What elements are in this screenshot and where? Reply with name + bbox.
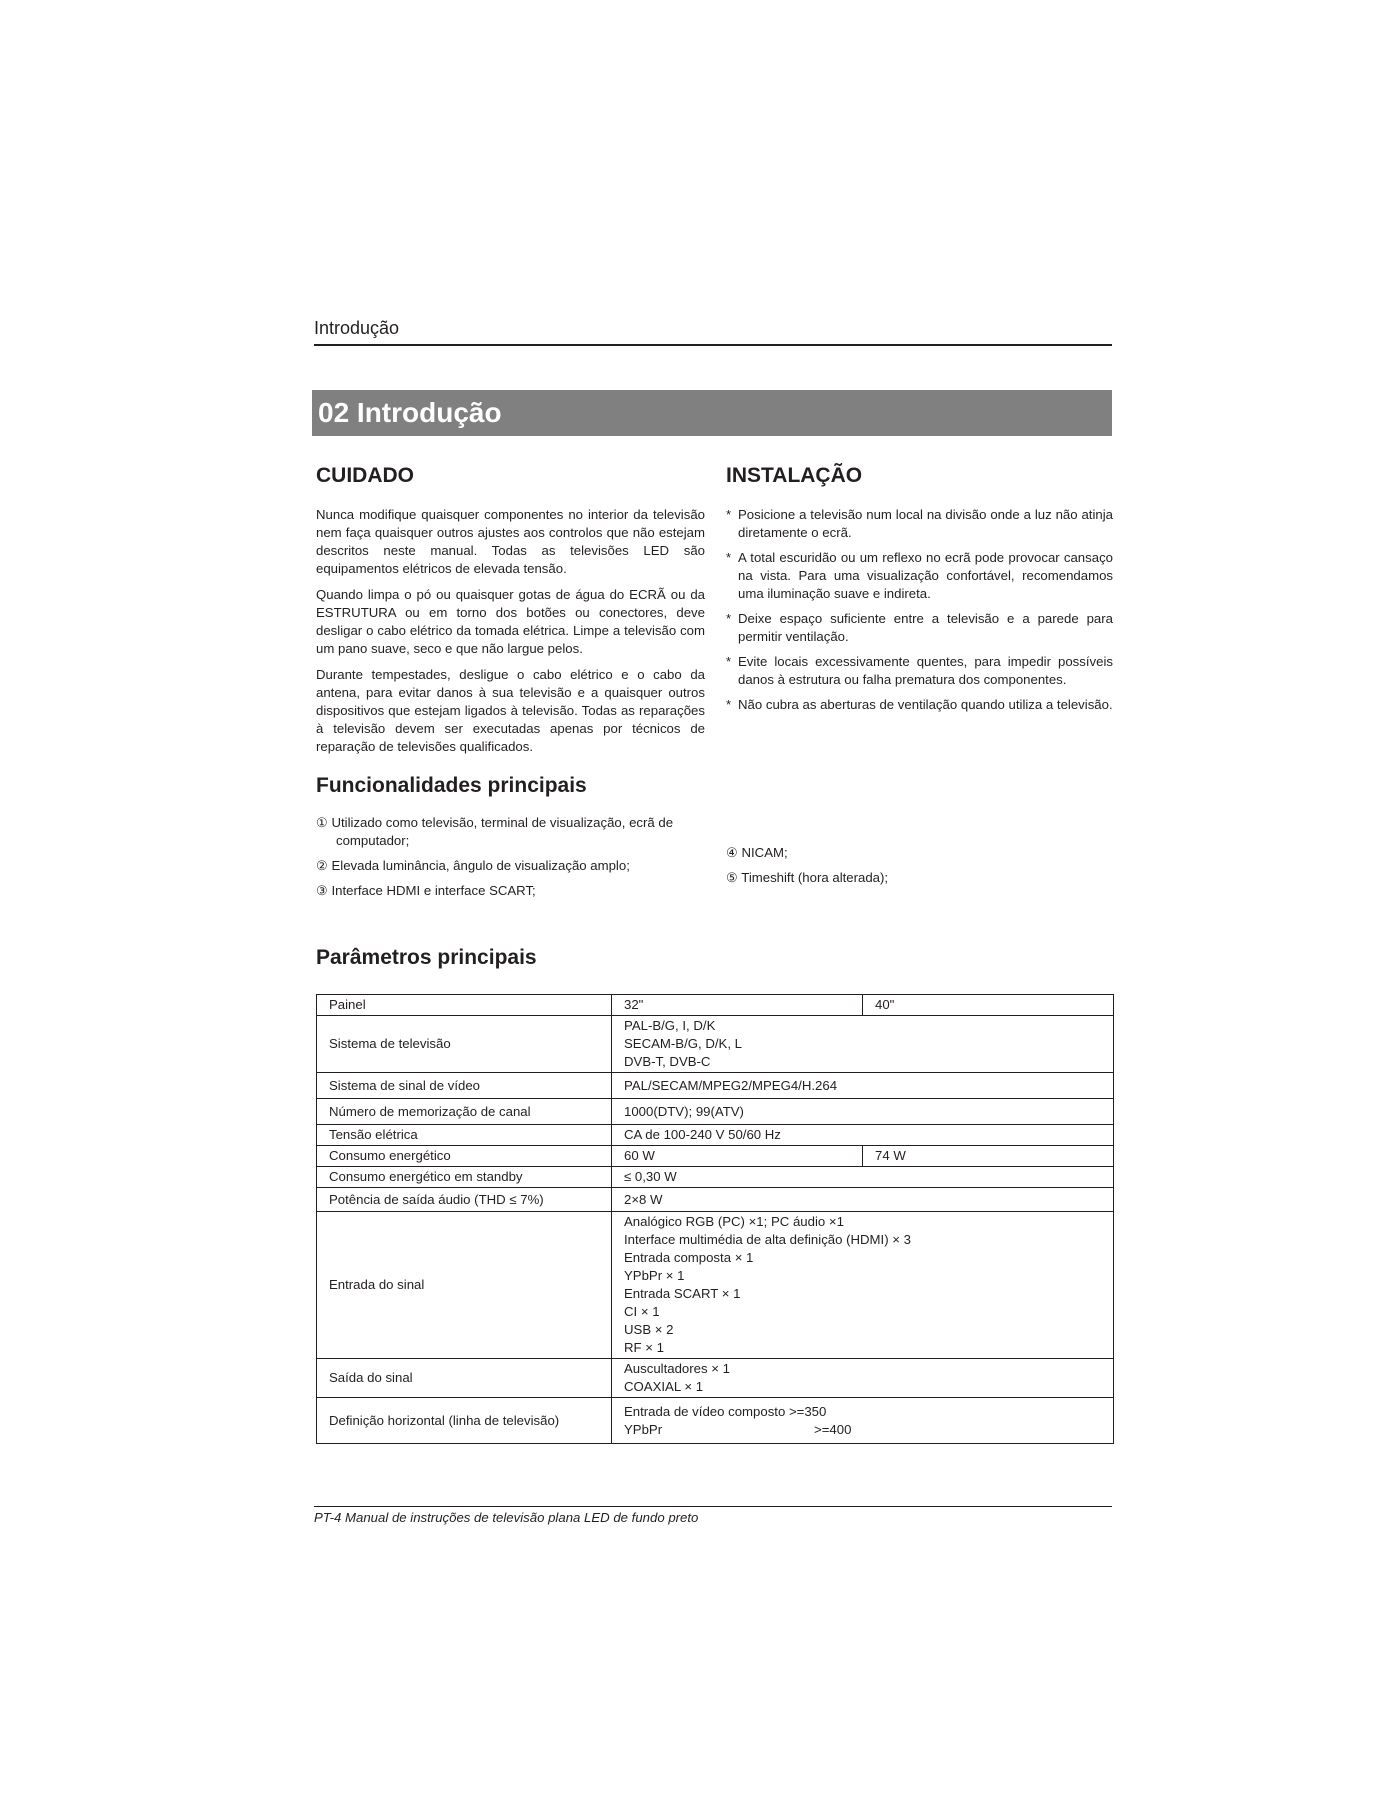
table-cell-label: Consumo energético em standby bbox=[317, 1167, 612, 1188]
list-item: * A total escuridão ou um reflexo no ecrã pode provocar cansaço na vista. Para uma visualização confortável, recomendamos uma iluminação suave e indireta. bbox=[726, 550, 1113, 601]
table-row bbox=[317, 1099, 1114, 1125]
funcionalidades-heading: Funcionalidades principais bbox=[316, 774, 587, 797]
header-rule bbox=[314, 344, 1112, 346]
table-cell-label: Sistema de televisão bbox=[317, 1016, 612, 1073]
definition-line bbox=[624, 1421, 1101, 1439]
footer-rule bbox=[314, 1506, 1112, 1507]
table-cell-label: Sistema de sinal de vídeo bbox=[317, 1073, 612, 1099]
bullet-mark: * bbox=[726, 611, 732, 626]
table-cell-label: Número de memorização de canal bbox=[317, 1099, 612, 1125]
table-row bbox=[317, 995, 1114, 1016]
table-cell-label: Painel bbox=[317, 995, 612, 1016]
instalacao-section bbox=[726, 464, 1113, 721]
feature-item: ② Elevada luminância, ângulo de visualização amplo; bbox=[316, 858, 630, 873]
parametros-heading: Parâmetros principais bbox=[316, 946, 537, 969]
table-row bbox=[317, 1016, 1114, 1073]
table-cell-label: Definição horizontal (linha de televisão) bbox=[317, 1398, 612, 1444]
feature-item: ① Utilizado como televisão, terminal de visualização, ecrã de computador; bbox=[316, 815, 674, 848]
table-cell-label: Potência de saída áudio (THD ≤ 7%) bbox=[317, 1188, 612, 1212]
definition-line: Entrada de vídeo composto >=350 bbox=[624, 1403, 827, 1419]
bullet-mark: * bbox=[726, 654, 732, 669]
bullet-mark: * bbox=[726, 697, 732, 712]
funcionalidades-section bbox=[316, 774, 705, 907]
instalacao-heading: INSTALAÇÃO bbox=[726, 464, 863, 487]
cuidado-section bbox=[316, 464, 705, 764]
cuidado-paragraph: Nunca modifique quaisquer componentes no interior da televisão nem faça quaisquer outros ajustes aos controlos que não estejam descritos neste manual. Todas as televisões LED são equipamentos elétricos de elevada tensão. bbox=[316, 507, 705, 576]
definition-value: >=400 bbox=[814, 1421, 852, 1437]
feature-item: ⑤ Timeshift (hora alterada); bbox=[726, 870, 889, 885]
feature-item: ④ NICAM; bbox=[726, 845, 788, 860]
table-row bbox=[317, 1167, 1114, 1188]
cuidado-paragraph: Quando limpa o pó ou quaisquer gotas de água do ECRÃ ou da ESTRUTURA ou em torno dos botões ou conectores, deve desligar o cabo elétrico da tomada elétrica. Limpe a televisão com um pano suave, seco e que não largue pelos. bbox=[316, 587, 705, 656]
parametros-section bbox=[316, 946, 705, 970]
list-item: * Deixe espaço suficiente entre a televisão e a parede para permitir ventilação. bbox=[726, 611, 1113, 644]
table-cell-value: ≤ 0,30 W bbox=[612, 1167, 1114, 1188]
bullet-mark: * bbox=[726, 550, 732, 565]
cuidado-paragraph: Durante tempestades, desligue o cabo elétrico e o cabo da antena, para evitar danos à sua televisão e a quaisquer outros dispositivos que estejam ligados à televisão. Todas as reparações à televisão devem ser executadas apenas por técnicos de reparação de televisões qualificados. bbox=[316, 667, 705, 754]
table-cell-value: PAL-B/G, I, D/K SECAM-B/G, D/K, L DVB-T, DVB-C bbox=[612, 1016, 1114, 1073]
list-item: * Não cubra as aberturas de ventilação quando utiliza a televisão. bbox=[726, 697, 1113, 712]
table-row bbox=[317, 1073, 1114, 1099]
table-row bbox=[317, 1398, 1114, 1444]
table-row bbox=[317, 1188, 1114, 1212]
table-cell-label: Saída do sinal bbox=[317, 1359, 612, 1398]
table-cell-label: Tensão elétrica bbox=[317, 1125, 612, 1146]
table-cell-value: Auscultadores × 1 COAXIAL × 1 bbox=[612, 1359, 1114, 1398]
running-header: Introdução bbox=[314, 318, 400, 338]
table-row bbox=[317, 1212, 1114, 1359]
table-row bbox=[317, 1359, 1114, 1398]
page-footer: PT-4 Manual de instruções de televisão plana LED de fundo preto bbox=[314, 1510, 699, 1525]
table-row bbox=[317, 1125, 1114, 1146]
table-cell-value: 2×8 W bbox=[612, 1188, 1114, 1212]
list-item: * Evite locais excessivamente quentes, para impedir possíveis danos à estrutura ou falha prematura dos componentes. bbox=[726, 654, 1113, 687]
funcionalidades-right bbox=[726, 844, 1113, 894]
table-cell-value: PAL/SECAM/MPEG2/MPEG4/H.264 bbox=[612, 1073, 1114, 1099]
table-cell-label: Entrada do sinal bbox=[317, 1212, 612, 1359]
chapter-title: 02 Introdução bbox=[318, 397, 502, 428]
table-cell-label: Consumo energético bbox=[317, 1146, 612, 1167]
table-cell-value: 60 W bbox=[612, 1146, 863, 1167]
list-item: * Posicione a televisão num local na divisão onde a luz não atinja diretamente o ecrã. bbox=[726, 507, 1113, 540]
table-row bbox=[317, 1146, 1114, 1167]
table-cell-value: 74 W bbox=[863, 1146, 1114, 1167]
cuidado-heading: CUIDADO bbox=[316, 464, 414, 487]
table-cell-value: 32" bbox=[612, 995, 863, 1016]
bullet-mark: * bbox=[726, 507, 732, 522]
table-cell-value: CA de 100-240 V 50/60 Hz bbox=[612, 1125, 1114, 1146]
table-cell-value: 40" bbox=[863, 995, 1114, 1016]
table-cell-value: Analógico RGB (PC) ×1; PC áudio ×1 Interface multimédia de alta definição (HDMI) × 3 Entrada composta × 1 YPbPr × 1 Entrada SCART × 1 CI × 1 USB × 2 RF × 1 bbox=[612, 1212, 1114, 1359]
chapter-banner bbox=[312, 390, 1112, 436]
feature-item: ③ Interface HDMI e interface SCART; bbox=[316, 883, 536, 898]
table-cell-value: 1000(DTV); 99(ATV) bbox=[612, 1099, 1114, 1125]
definition-name: YPbPr bbox=[624, 1421, 663, 1437]
parameters-table bbox=[316, 994, 1114, 1444]
table-cell-value bbox=[612, 1398, 1114, 1444]
